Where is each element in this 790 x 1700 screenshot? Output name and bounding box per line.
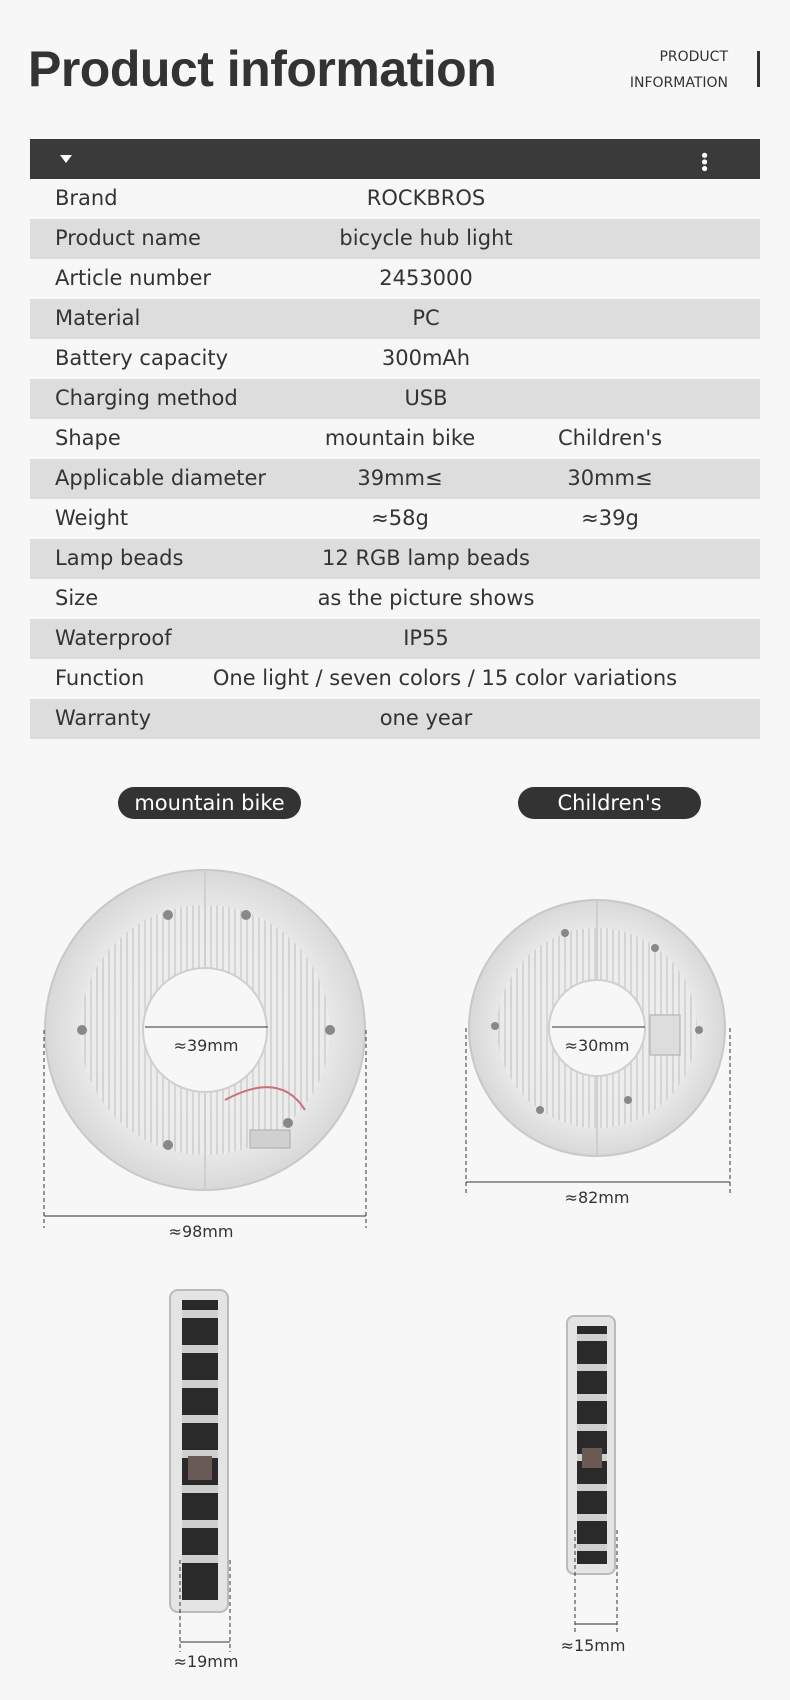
mountain-thickness: ≈19mm <box>173 1652 239 1671</box>
spec-label: Waterproof <box>55 626 172 650</box>
spec-label: Applicable diameter <box>55 466 267 490</box>
spec-value-mountain: mountain bike <box>324 426 476 450</box>
spec-value-mountain: 39mm≤ <box>357 466 443 490</box>
spec-label: Product name <box>55 226 201 250</box>
spec-label: Weight <box>55 506 129 530</box>
spec-value-children: ≈39g <box>581 506 639 530</box>
more-options-icon[interactable]: ••• <box>693 150 714 170</box>
spec-label: Shape <box>55 426 121 450</box>
spec-label: Article number <box>55 266 212 290</box>
children-inner-diameter: ≈30mm <box>564 1036 630 1055</box>
model-badge-mountain: mountain bike <box>118 787 301 819</box>
children-hub-light-side <box>567 1316 617 1634</box>
mountain-inner-diameter: ≈39mm <box>173 1036 239 1055</box>
spec-value: 300mAh <box>381 346 471 370</box>
page-title: Product information <box>28 41 497 97</box>
spec-value-children: Children's <box>557 426 663 450</box>
spec-label: Warranty <box>55 706 152 730</box>
spec-value: IP55 <box>403 626 449 650</box>
spec-label: Brand <box>55 186 118 210</box>
corner-label-line2: INFORMATION <box>629 75 728 91</box>
spec-value: PC <box>412 306 440 330</box>
spec-value-children: 30mm≤ <box>567 466 653 490</box>
corner-label-line1: PRODUCT <box>659 49 728 65</box>
spec-value: ROCKBROS <box>366 186 486 210</box>
spec-value: One light / seven colors / 15 color variations <box>212 666 678 690</box>
spec-value: USB <box>404 386 448 410</box>
model-badge-children: Children's <box>518 787 701 819</box>
spec-label: Function <box>55 666 145 690</box>
spec-value-mountain: ≈58g <box>371 506 429 530</box>
children-outer-diameter: ≈82mm <box>564 1188 630 1207</box>
spec-label: Size <box>55 586 99 610</box>
spec-value: bicycle hub light <box>339 226 513 250</box>
spec-label: Charging method <box>55 386 238 410</box>
spec-value: 2453000 <box>379 266 473 290</box>
mountain-outer-diameter: ≈98mm <box>168 1222 234 1241</box>
spec-value: 12 RGB lamp beads <box>322 546 530 570</box>
spec-label: Battery capacity <box>55 346 229 370</box>
spec-value: as the picture shows <box>317 586 535 610</box>
spec-label: Lamp beads <box>55 546 184 570</box>
spec-label: Material <box>55 306 141 330</box>
children-thickness: ≈15mm <box>560 1636 626 1655</box>
mountain-hub-light-side <box>170 1290 230 1652</box>
spec-value: one year <box>379 706 473 730</box>
